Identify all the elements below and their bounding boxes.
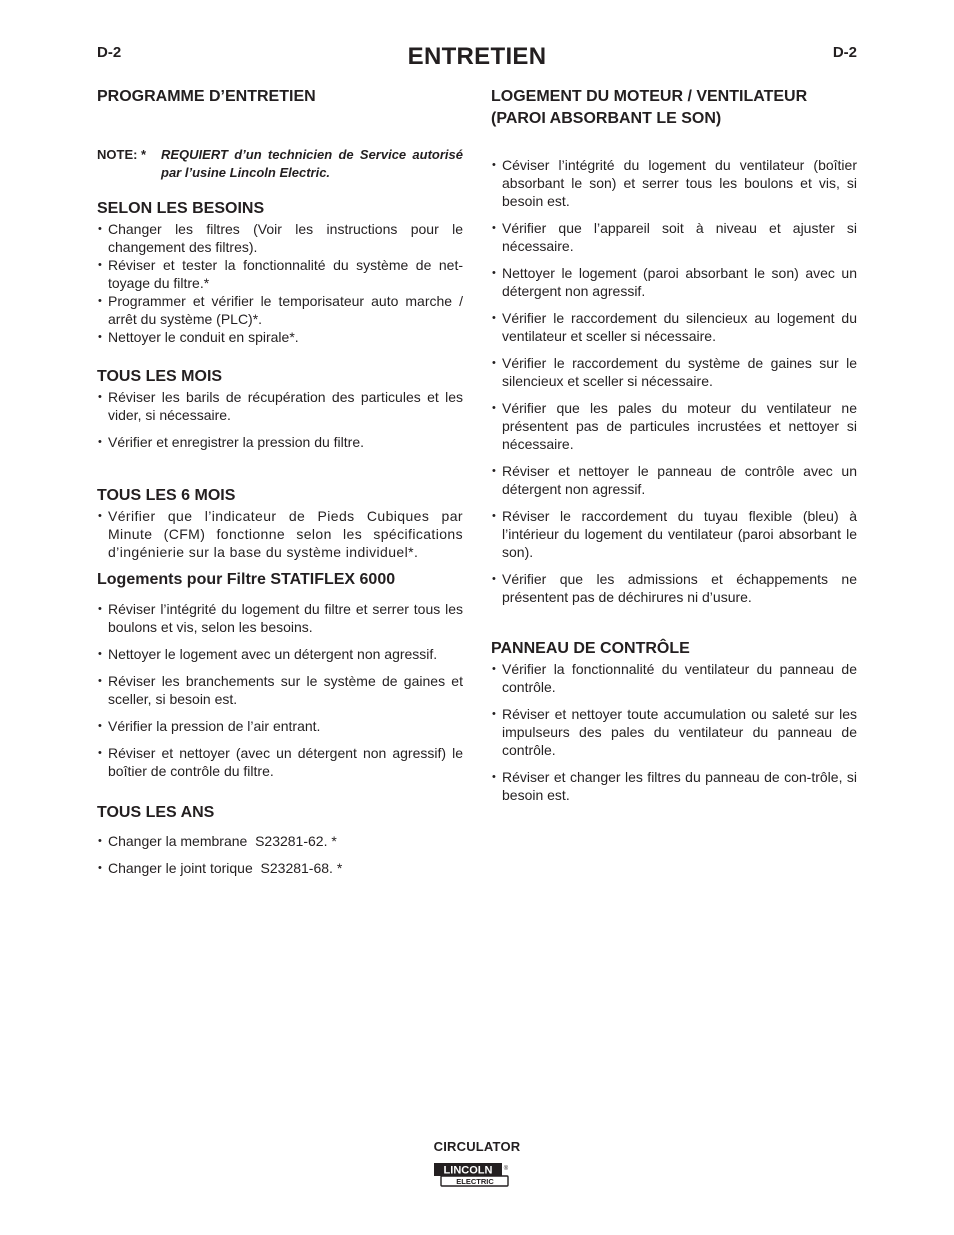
moteur-heading-line2: (PAROI ABSORBANT LE SON) [491, 110, 722, 127]
programme-heading: PROGRAMME D’ENTRETIEN [97, 88, 316, 105]
moteur-heading [491, 86, 857, 130]
logo-top-text: LINCOLN [443, 1164, 493, 1177]
moteur-list [491, 156, 857, 606]
list-item: • Réviser et tester la fonctionnalité du système de net-toyage du filtre.* [97, 256, 463, 292]
logo-registered-mark: ® [503, 1166, 509, 1172]
panneau-heading: PANNEAU DE CONTRÔLE [491, 640, 690, 657]
list-item: • Vérifier le raccordement du système de gaines sur le silencieux et sceller si nécessaire. [491, 354, 857, 390]
list-item: • Changer le joint torique S23281-68. * [97, 859, 463, 877]
six-mois-heading: TOUS LES 6 MOIS [97, 487, 236, 504]
list-item: • Réviser le raccordement du tuyau flexible (bleu) à l’intérieur du logement du ventilateur (paroi absorbant le son). [491, 507, 857, 561]
list-item: • Vérifier et enregistrer la pression du filtre. [97, 433, 463, 451]
footer [0, 1139, 954, 1154]
page-number-left: D-2 [97, 44, 122, 61]
list-item: • Réviser et nettoyer toute accumulation ou saleté sur les impulseurs des pales du ventilateur du panneau de contrôle. [491, 705, 857, 759]
note-label: NOTE: * [97, 147, 147, 162]
list-item: • Vérifier que l’appareil soit à niveau et ajuster si nécessaire. [491, 219, 857, 255]
logements-list [97, 600, 463, 780]
list-item: • Changer les filtres (Voir les instructions pour le changement des filtres). [97, 220, 463, 256]
list-item: • Réviser et changer les filtres du panneau de con-trôle, si besoin est. [491, 768, 857, 804]
list-item: • Vérifier que les pales du moteur du ventilateur ne présentent pas de particules incrustées et nettoyer si nécessaire. [491, 399, 857, 453]
page-number-right: D-2 [832, 44, 857, 61]
list-item: • Programmer et vérifier le temporisateur auto marche / arrêt du système (PLC)*. [97, 292, 463, 328]
moteur-heading-line1: LOGEMENT DU MOTEUR / VENTILATEUR [491, 88, 808, 105]
list-item: • Changer la membrane S23281-62. * [97, 832, 463, 850]
list-item: • Nettoyer le logement avec un détergent non agressif. [97, 645, 463, 663]
list-item: • Réviser les branchements sur le système de gaines et sceller, si besoin est. [97, 672, 463, 708]
list-item: • Vérifier la fonctionnalité du ventilateur du panneau de contrôle. [491, 660, 857, 696]
list-item: • Réviser et nettoyer (avec un détergent non agressif) le boîtier de contrôle du filtre. [97, 744, 463, 780]
product-name: CIRCULATOR [433, 1139, 521, 1154]
selon-heading: SELON LES BESOINS [97, 200, 265, 217]
ans-list [97, 832, 463, 877]
page-title: ENTRETIEN [407, 43, 547, 70]
logo-bottom-text: ELECTRIC [456, 1177, 494, 1186]
list-item: • Nettoyer le conduit en spirale*. [97, 328, 463, 346]
list-item: • Céviser l’intégrité du logement du ventilateur (boîtier absorbant le son) et serrer tous les boulons et vis, si besoin est. [491, 156, 857, 210]
left-column [97, 86, 463, 877]
panneau-list [491, 660, 857, 804]
list-item: • Vérifier le raccordement du silencieux au logement du ventilateur et sceller si nécessaire. [491, 309, 857, 345]
lincoln-electric-logo [433, 1162, 511, 1188]
list-item: • Réviser les barils de récupération des particules et les vider, si nécessaire. [97, 388, 463, 424]
list-item: • Vérifier que les admissions et échappements ne présentent pas de déchirures ni d’usure. [491, 570, 857, 606]
six-mois-list [97, 507, 463, 561]
mois-heading: TOUS LES MOIS [97, 368, 223, 385]
list-item: • Vérifier la pression de l’air entrant. [97, 717, 463, 735]
service-note [97, 146, 463, 182]
mois-list [97, 388, 463, 451]
logements-heading: Logements pour Filtre STATIFLEX 6000 [97, 571, 396, 588]
note-text: REQUIERT d’un technicien de Service autorisé par l’usine Lincoln Electric. [161, 147, 463, 180]
ans-heading: TOUS LES ANS [97, 804, 215, 821]
list-item: • Réviser l’intégrité du logement du filtre et serrer tous les boulons et vis, selon les besoins. [97, 600, 463, 636]
list-item: • Vérifier que l’indicateur de Pieds Cubiques par Minute (CFM) fonctionne selon les spécifications d’ingénierie sur la base du système individuel*. [97, 507, 463, 561]
list-item: • Nettoyer le logement (paroi absorbant le son) avec un détergent non agressif. [491, 264, 857, 300]
right-column [491, 86, 857, 804]
list-item: • Réviser et nettoyer le panneau de contrôle avec un détergent non agressif. [491, 462, 857, 498]
selon-list [97, 220, 463, 346]
